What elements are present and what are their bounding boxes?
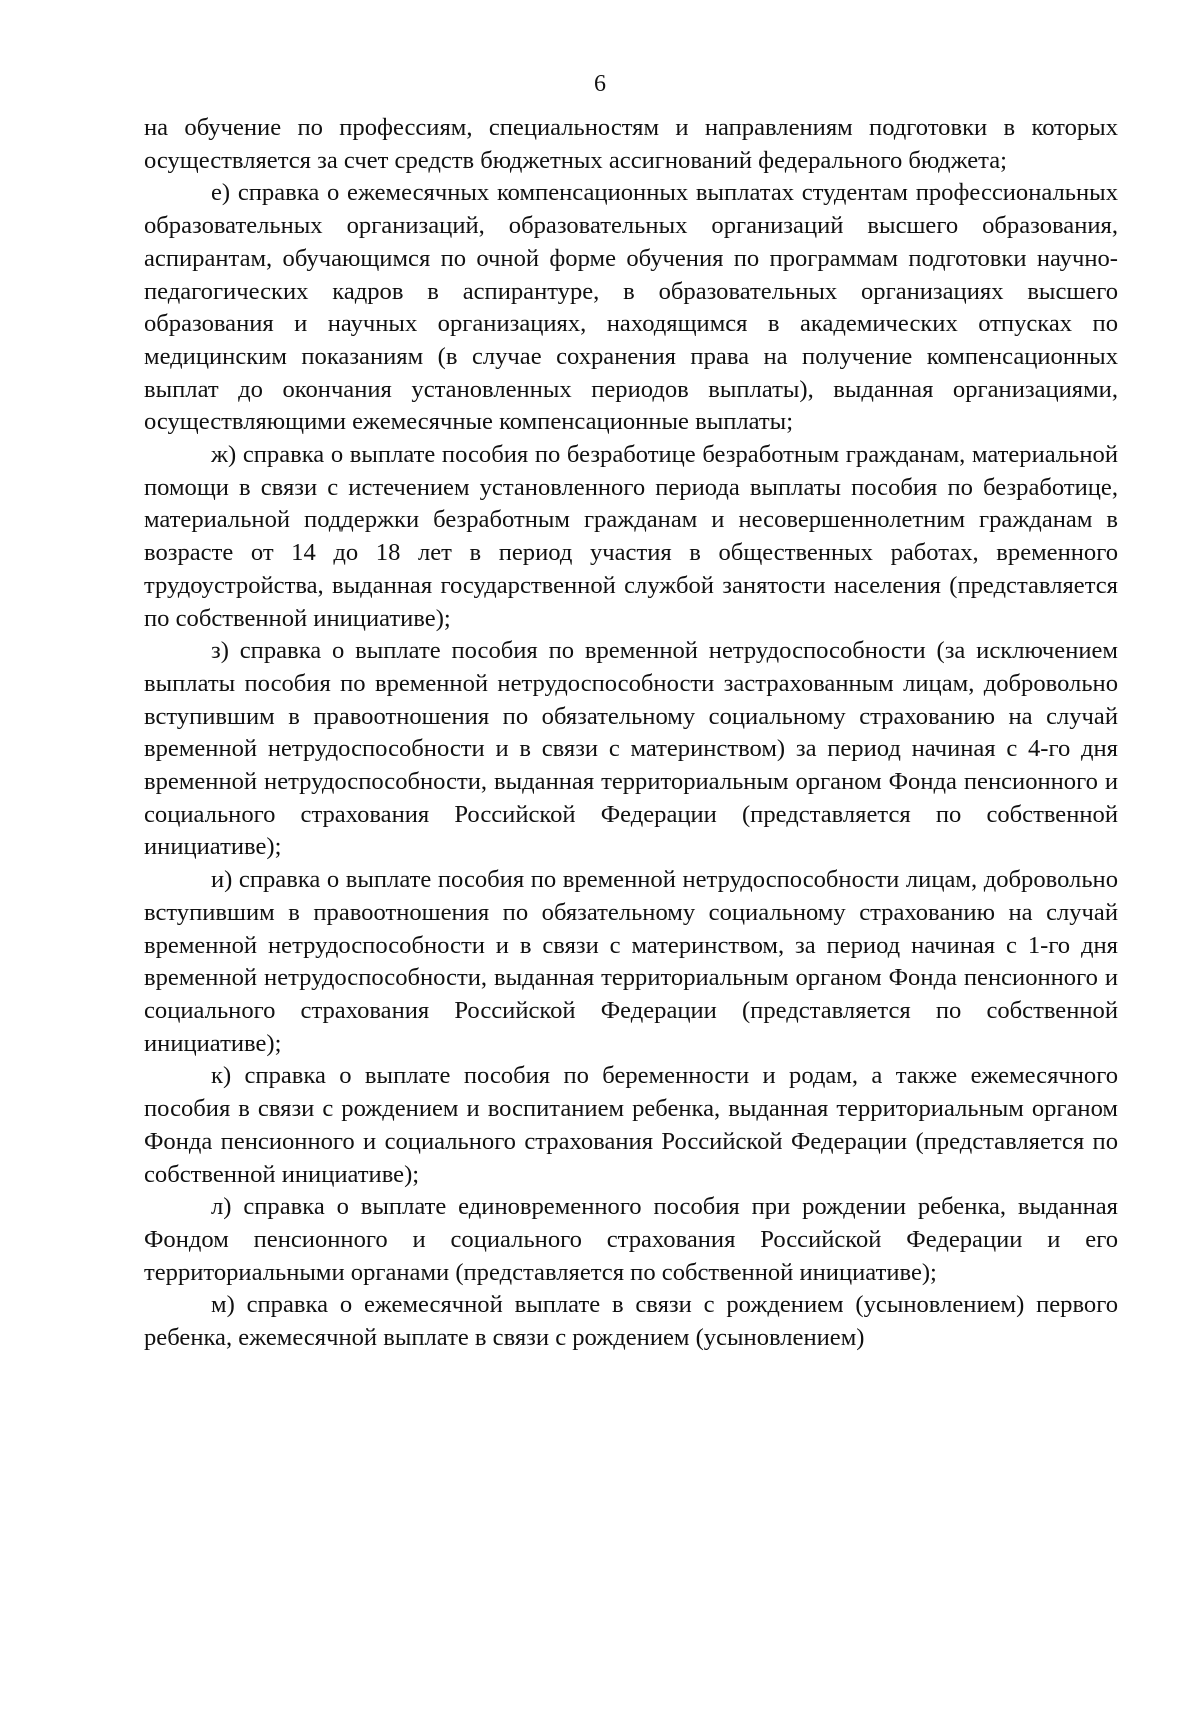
paragraph-m: м) справка о ежемесячной выплате в связи с рождением (усыновлением) первого ребенка, ежемесячной выплате в связи с рождением (усыновлением) bbox=[144, 1291, 1118, 1352]
paragraph-zh: ж) справка о выплате пособия по безработице безработным гражданам, материальной помощи в связи с истечением установленного периода выплаты пособия по безработице, материальной поддержки безработным гражданам и несовершеннолетним гражданам в возрасте от 14 до 18 лет в период участия в общественных работах, временного трудоустройства, выданная государственной службой занятости населения (представляется по собственной инициативе); bbox=[144, 441, 1118, 632]
paragraph-z: з) справка о выплате пособия по временной нетрудоспособности (за исключением выплаты пособия по временной нетрудоспособности застрахованным лицам, добровольно вступившим в правоотношения по обязательному социальному страхованию на случай временной нетрудоспособности и в связи с материнством) за период начиная с 4-го дня временной нетрудоспособности, выданная территориальным органом Фонда пенсионного и социального страхования Российской Федерации (представляется по собственной инициативе); bbox=[144, 637, 1118, 861]
paragraph-i: и) справка о выплате пособия по временной нетрудоспособности лицам, добровольно вступившим в правоотношения по обязательному социальному страхованию на случай временной нетрудоспособности и в связи с материнством, за период начиная с 1-го дня временной нетрудоспособности, выданная территориальным органом Фонда пенсионного и социального страхования Российской Федерации (представляется по собственной инициативе); bbox=[144, 866, 1118, 1057]
document-body bbox=[144, 112, 1118, 1355]
paragraph-continued: на обучение по профессиям, специальностям и направлениям подготовки в которых осуществляется за счет средств бюджетных ассигнований федерального бюджета; bbox=[144, 114, 1118, 174]
paragraph-l: л) справка о выплате единовременного пособия при рождении ребенка, выданная Фондом пенсионного и социального страхования Российской Федерации и его территориальными органами (представляется по собственной инициативе); bbox=[144, 1193, 1118, 1286]
paragraph-k: к) справка о выплате пособия по беременности и родам, а также ежемесячного пособия в связи с рождением и воспитанием ребенка, выданная территориальным органом Фонда пенсионного и социального страхования Российской Федерации (представляется по собственной инициативе); bbox=[144, 1062, 1118, 1188]
page-number: 6 bbox=[594, 71, 606, 97]
paragraph-e: е) справка о ежемесячных компенсационных выплатах студентам профессиональных образовательных организаций, образовательных организаций высшего образования, аспирантам, обучающимся по очной форме обучения по программам подготовки научно-педагогических кадров в аспирантуре, в образовательных организациях высшего образования и научных организациях, находящимся в академических отпусках по медицинским показаниям (в случае сохранения права на получение компенсационных выплат до окончания установленных периодов выплаты), выданная организациями, осуществляющими ежемесячные компенсационные выплаты; bbox=[144, 179, 1118, 436]
